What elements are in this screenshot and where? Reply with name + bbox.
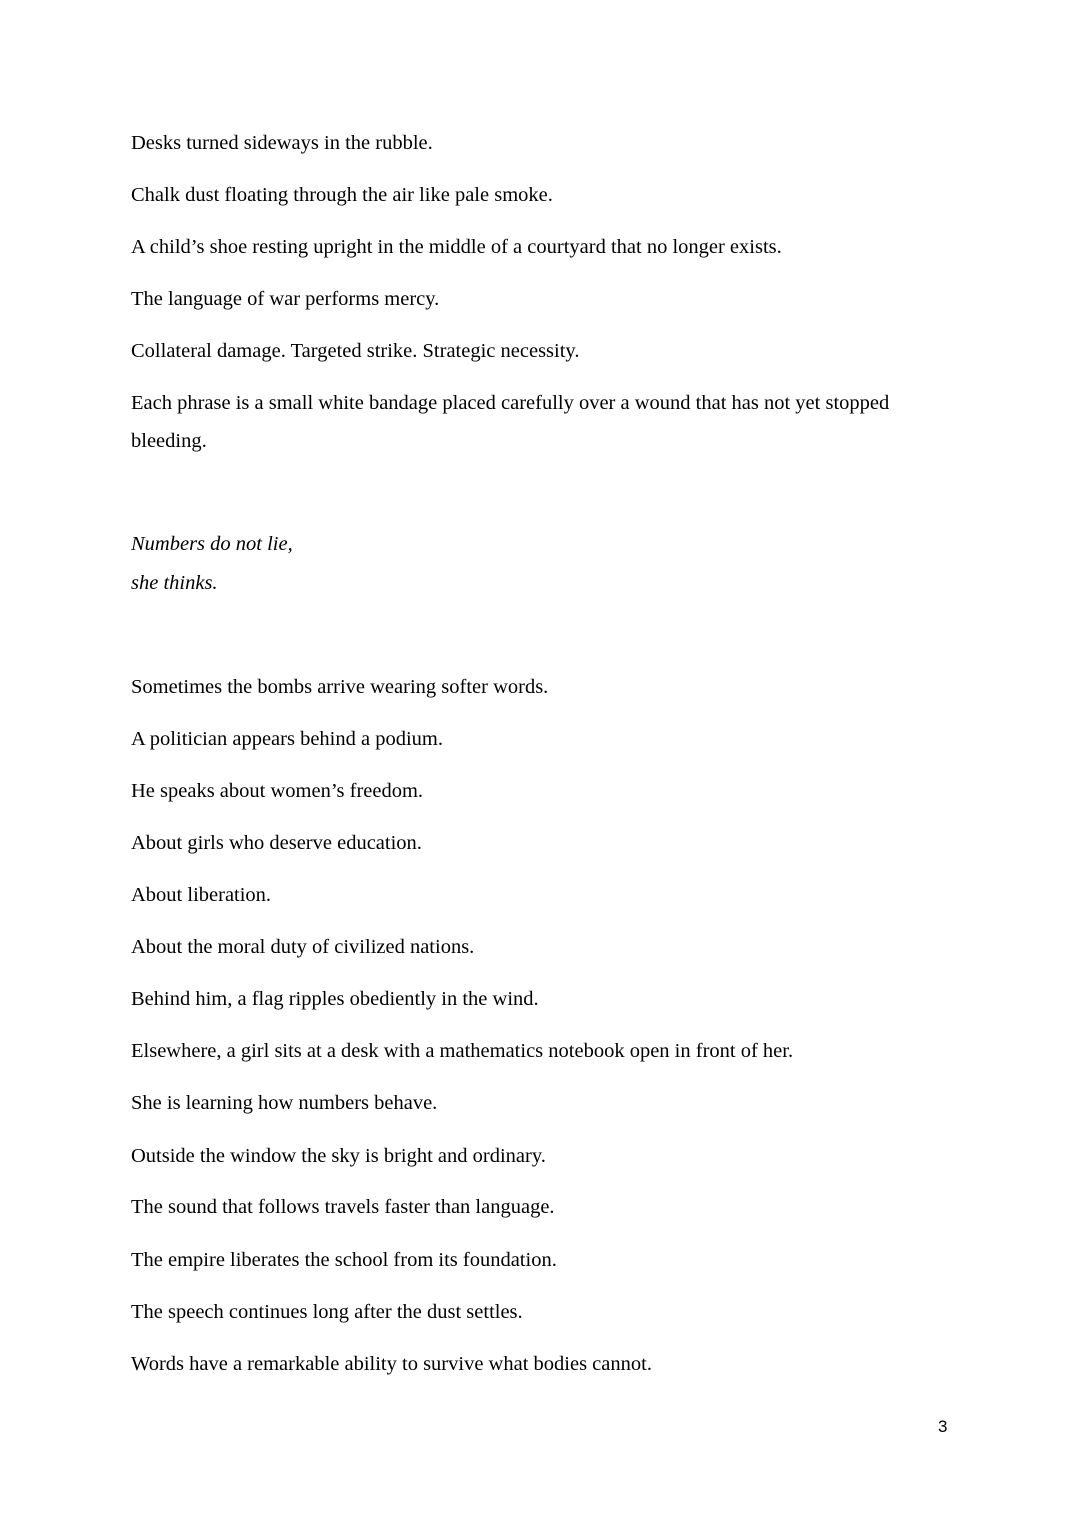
text-line: Desks turned sideways in the rubble. — [131, 132, 433, 154]
text-line: About the moral duty of civilized nations. — [131, 936, 475, 958]
text-line: The speech continues long after the dust settles. — [131, 1301, 523, 1323]
text-line: He speaks about women’s freedom. — [131, 780, 424, 802]
text-line: Outside the window the sky is bright and ordinary. — [131, 1145, 546, 1167]
text-line: Each phrase is a small white bandage placed carefully over a wound that has not yet stopped — [131, 392, 890, 414]
text-line: About girls who deserve education. — [131, 832, 422, 854]
italic-thought-line: Numbers do not lie, — [131, 533, 293, 555]
text-line: Collateral damage. Targeted strike. Strategic necessity. — [131, 340, 580, 362]
text-line: About liberation. — [131, 884, 272, 906]
text-line: The sound that follows travels faster than language. — [131, 1196, 555, 1218]
text-line: Chalk dust floating through the air like pale smoke. — [131, 184, 553, 206]
text-line: A politician appears behind a podium. — [131, 728, 443, 750]
text-line: Behind him, a flag ripples obediently in the wind. — [131, 988, 539, 1010]
page-number: 3 — [938, 1417, 948, 1436]
text-line: bleeding. — [131, 430, 207, 452]
text-line: A child’s shoe resting upright in the middle of a courtyard that no longer exists. — [131, 236, 782, 258]
italic-thought-line: she thinks. — [131, 572, 218, 594]
text-line: Elsewhere, a girl sits at a desk with a mathematics notebook open in front of her. — [131, 1040, 794, 1062]
text-line: Sometimes the bombs arrive wearing softer words. — [131, 676, 549, 698]
text-line: The empire liberates the school from its foundation. — [131, 1249, 557, 1271]
text-line: Words have a remarkable ability to survive what bodies cannot. — [131, 1353, 652, 1375]
text-line: She is learning how numbers behave. — [131, 1092, 438, 1114]
text-line: The language of war performs mercy. — [131, 288, 440, 310]
